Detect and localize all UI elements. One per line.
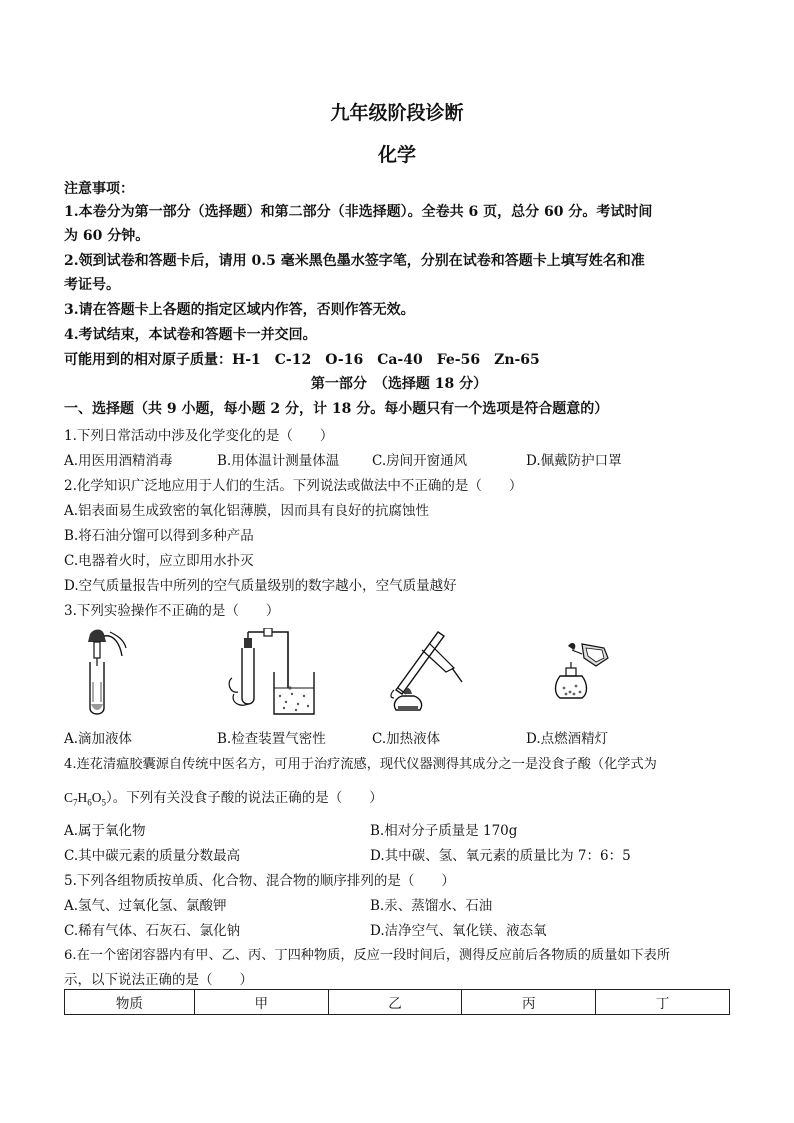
table-cell: 甲 xyxy=(194,990,328,1015)
table-cell: 丁 xyxy=(596,990,730,1015)
q4-stem-tail: ）。下列有关没食子酸的说法正确的是（ ） xyxy=(106,790,383,806)
q2-option-a: A.铝表面易生成致密的氧化铝薄膜，因而具有良好的抗腐蚀性 xyxy=(64,503,430,519)
part-one-heading: 第一部分 （选择题 18 分） xyxy=(310,376,488,392)
q1-option-b: B.用体温计测量体温 xyxy=(217,453,340,469)
q3-option-d: D.点燃酒精灯 xyxy=(526,731,609,747)
table-header-row xyxy=(65,990,730,1015)
q5-option-a: A.氢气、过氧化氢、氯酸钾 xyxy=(64,898,227,914)
q4-option-d: D.其中碳、氢、氧元素的质量比为 7：6：5 xyxy=(370,848,631,864)
atomic-masses: 可能用到的相对原子质量：H-1 C-12 O-16 Ca-40 Fe-56 Zn-65 xyxy=(64,352,540,368)
dropper-test-tube-figure xyxy=(70,626,130,718)
airtightness-check-figure xyxy=(226,628,322,720)
notice-heading: 注意事项： xyxy=(64,181,134,197)
table-cell: 物质 xyxy=(65,990,195,1015)
q1-option-c: C.房间开窗通风 xyxy=(372,453,468,469)
q2-option-b: B.将石油分馏可以得到多种产品 xyxy=(64,528,254,544)
notice-item: 3.请在答题卡上各题的指定区域内作答，否则作答无效。 xyxy=(64,302,415,318)
q1-option-a: A.用医用酒精消毒 xyxy=(64,453,173,469)
subject-title: 化学 xyxy=(377,144,416,166)
q3-stem: 3.下列实验操作不正确的是（ ） xyxy=(64,603,280,619)
notice-item: 为 60 分钟。 xyxy=(64,228,150,244)
table-cell: 乙 xyxy=(328,990,462,1015)
heating-liquid-figure xyxy=(382,628,468,718)
q2-option-d: D.空气质量报告中所列的空气质量级别的数字越小，空气质量越好 xyxy=(64,578,457,594)
notice-item: 4.考试结束，本试卷和答题卡一并交回。 xyxy=(64,327,317,343)
q3-option-c: C.加热液体 xyxy=(372,731,441,747)
q2-stem: 2.化学知识广泛地应用于人们的生活。下列说法或做法中不正确的是（ ） xyxy=(64,478,523,494)
q4-stem-line1: 4.连花清瘟胶囊源自传统中医名方，可用于治疗流感，现代仪器测得其成分之一是没食子酸（化学式为 xyxy=(64,757,657,772)
q5-option-d: D.洁净空气、氧化镁、液态氧 xyxy=(370,923,547,939)
gallic-acid-formula: $C_7H_6O_5$ xyxy=(64,790,107,808)
mass-table xyxy=(64,989,730,1015)
alcohol-lamp-figure xyxy=(552,640,612,702)
table-cell: 丙 xyxy=(462,990,596,1015)
q3-option-a: A.滴加液体 xyxy=(64,731,133,747)
q4-option-c: C.其中碳元素的质量分数最高 xyxy=(64,848,241,864)
q1-option-d: D.佩戴防护口罩 xyxy=(526,453,622,469)
q6-stem-line2: 示，以下说法正确的是（ ） xyxy=(64,972,253,988)
q5-option-b: B.汞、蒸馏水、石油 xyxy=(370,898,493,914)
notice-item: 考证号。 xyxy=(64,277,120,293)
q4-option-a: A.属于氧化物 xyxy=(64,823,146,839)
q4-stem-line2 xyxy=(64,786,734,808)
notice-item: 2.领到试卷和答题卡后，请用 0.5 毫米黑色墨水签字笔，分别在试卷和答题卡上填写姓名和准 xyxy=(64,253,645,269)
exam-title: 九年级阶段诊断 xyxy=(330,102,464,124)
q2-option-c: C.电器着火时，应立即用水扑灭 xyxy=(64,553,254,569)
q3-option-b: B.检查装置气密性 xyxy=(217,731,326,747)
q6-stem-line1: 6.在一个密闭容器内有甲、乙、丙、丁四种物质，反应一段时间后，测得反应前后各物质的质量如下表所 xyxy=(64,948,671,963)
q5-stem: 5.下列各组物质按单质、化合物、混合物的顺序排列的是（ ） xyxy=(64,873,455,889)
q5-option-c: C.稀有气体、石灰石、氯化钠 xyxy=(64,923,241,939)
q1-stem: 1.下列日常活动中涉及化学变化的是（ ） xyxy=(64,428,334,444)
q4-option-b: B.相对分子质量是 170g xyxy=(370,823,518,839)
notice-item: 1.本卷分为第一部分（选择题）和第二部分（非选择题）。全卷共 6 页，总分 60 分。考试时间 xyxy=(64,204,653,220)
section-heading: 一、选择题（共 9 小题，每小题 2 分，计 18 分。每小题只有一个选项是符合题意的） xyxy=(64,401,609,417)
